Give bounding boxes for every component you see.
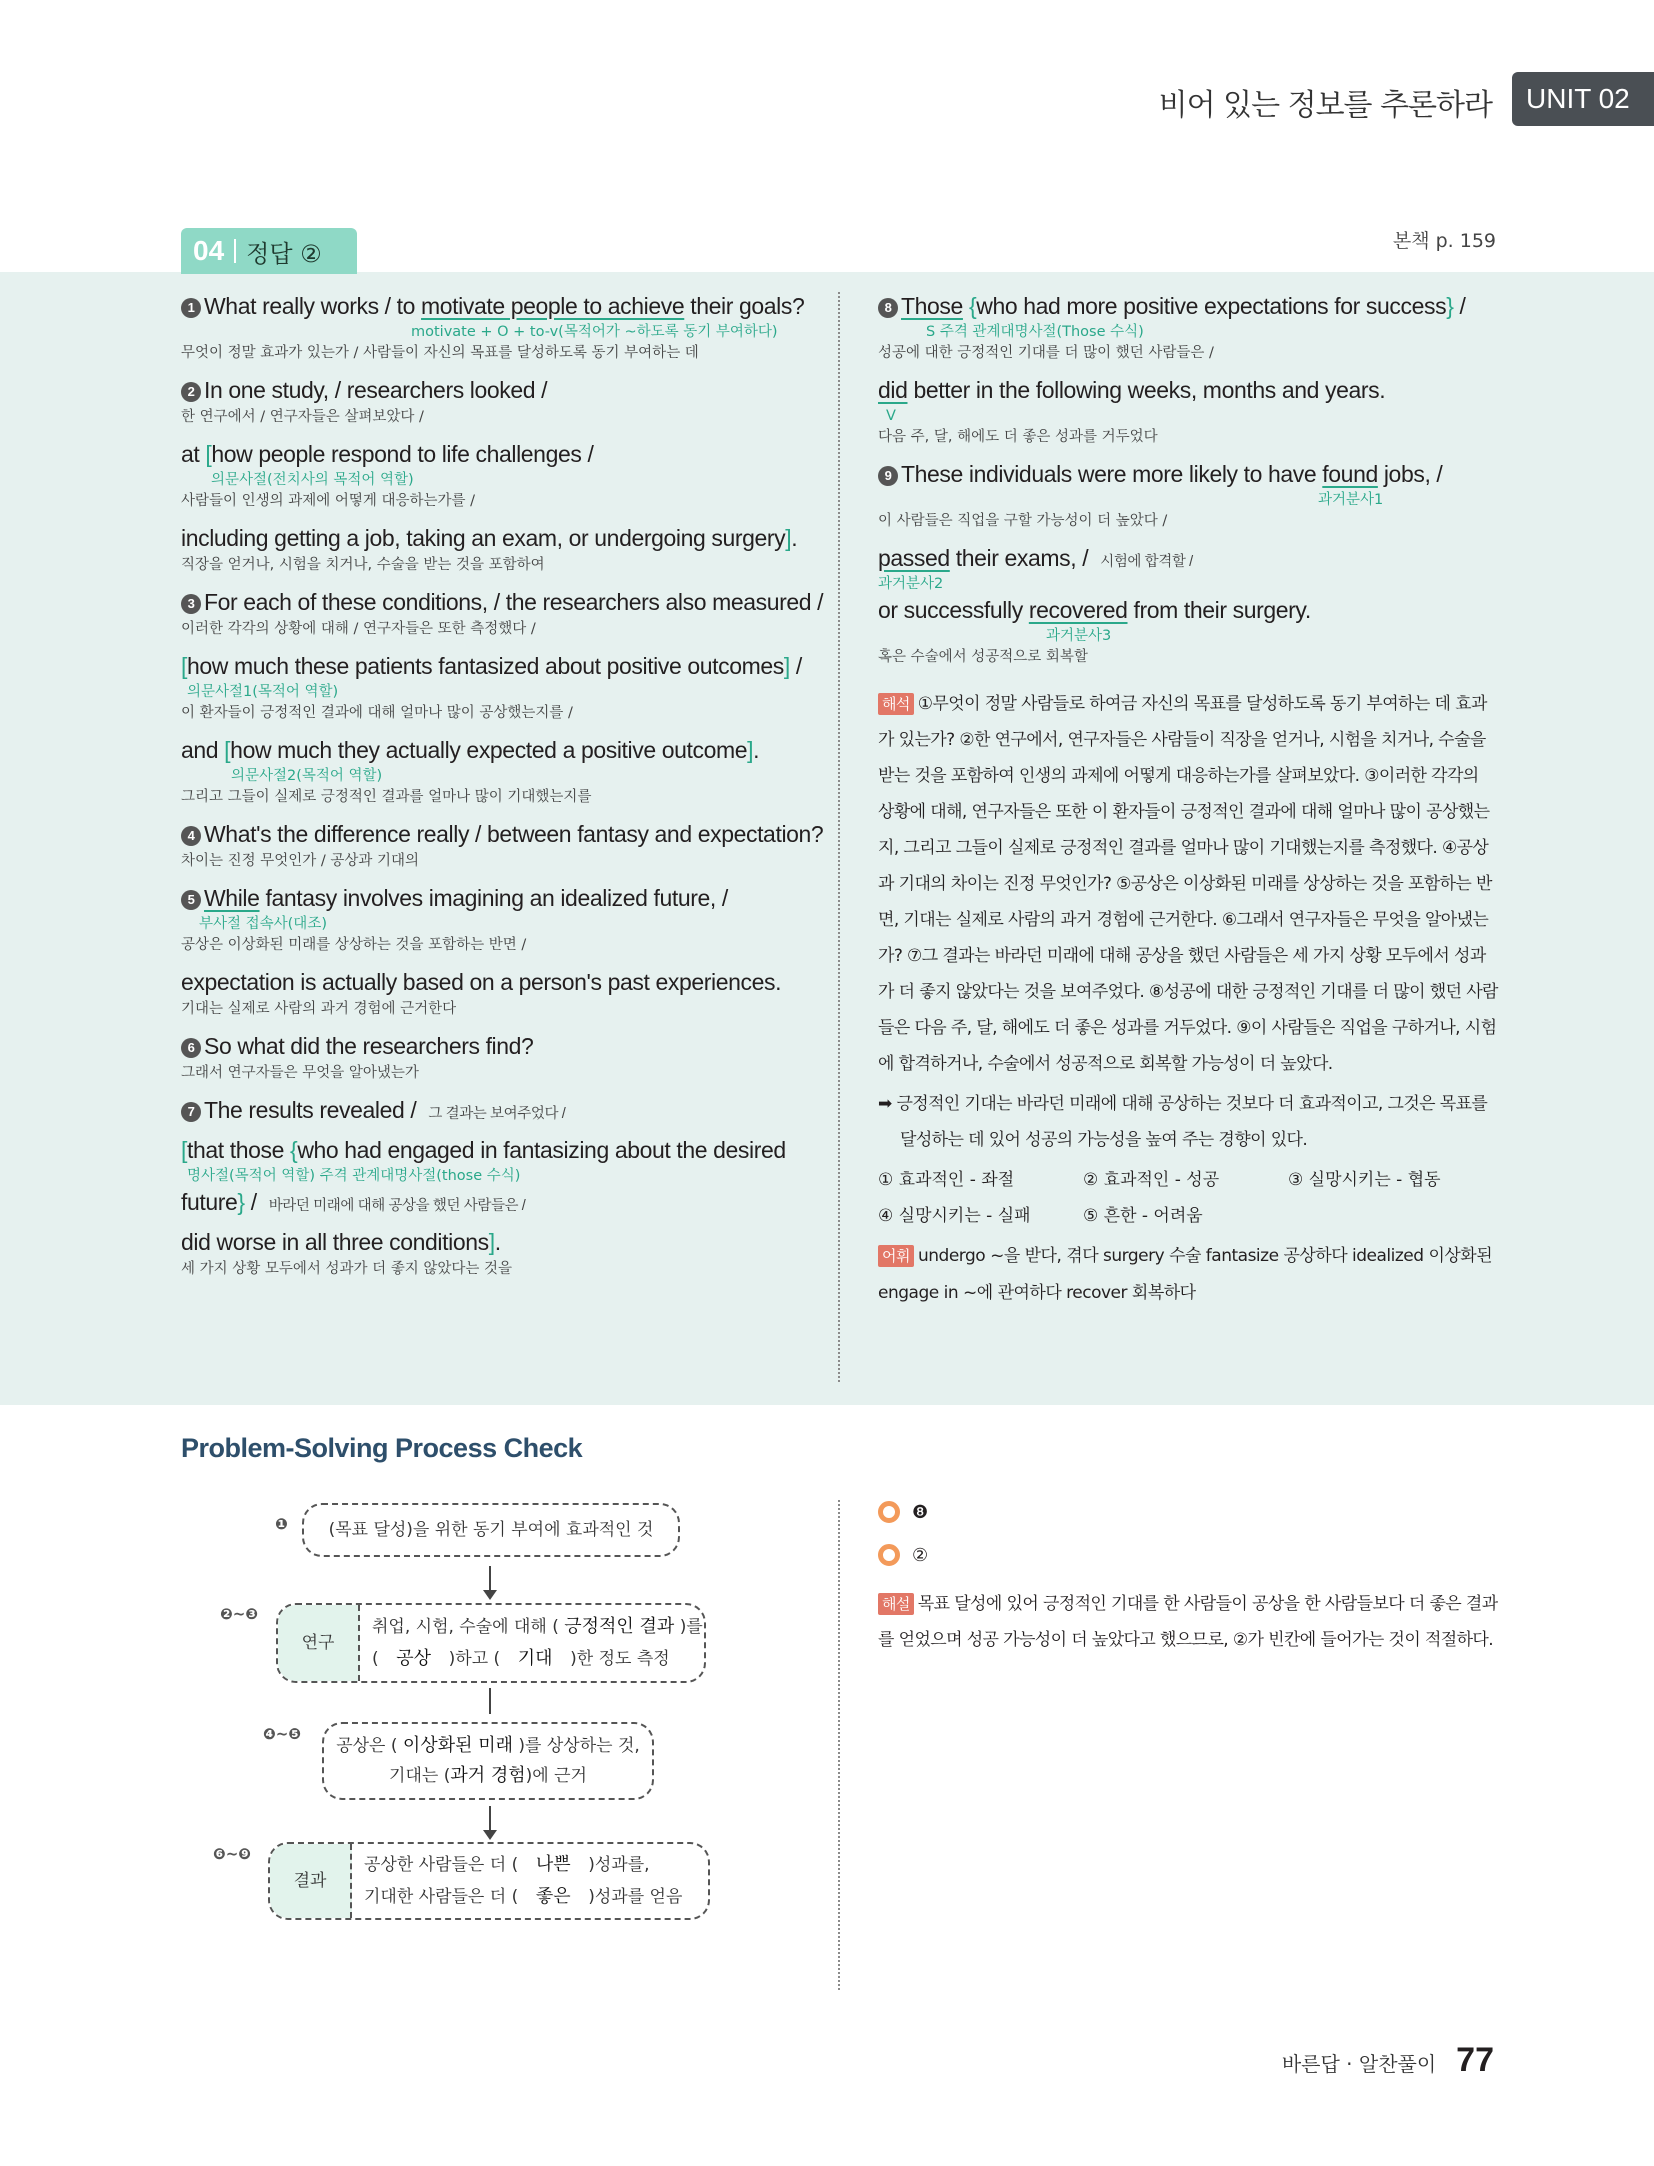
korean-gloss: 혹은 수술에서 성공적으로 회복할 <box>878 649 1088 665</box>
bracket: [ <box>181 1137 187 1163</box>
bracket: ] <box>785 525 792 551</box>
psc-explanation-tag: 해설 <box>878 1593 914 1615</box>
arrow-3 <box>489 1806 491 1834</box>
korean-gloss: 한 연구에서 / 연구자들은 살펴보았다 / <box>181 409 424 425</box>
step1-box <box>302 1503 680 1557</box>
step2-line2-b: )하고 ( <box>448 1649 501 1669</box>
grammar-note: 부사절 접속사(대조) <box>199 916 327 932</box>
right-sentence-0: 8 Those {who had more positive expectations for success} / <box>878 290 1498 322</box>
question-number: 04 <box>193 235 225 266</box>
orange-circle-icon <box>878 1544 900 1566</box>
inline-translation: 바라던 미래에 대해 공상을 했던 사람들은 / <box>268 1198 526 1214</box>
step3-fill-2: 과거 경험 <box>450 1765 526 1786</box>
answer-choices <box>878 1162 1498 1234</box>
sentence-number-icon: 7 <box>181 1102 201 1122</box>
sentence-number-icon: 6 <box>181 1038 201 1058</box>
grammar-note: 의문사절2(목적어 역할) <box>231 768 383 784</box>
sentence-number-icon: 2 <box>181 382 201 402</box>
step4-line1-post: )성과를, <box>588 1855 650 1875</box>
step4-line2-post: )성과를 얻음 <box>588 1887 683 1907</box>
underlined-word: passed <box>878 545 950 571</box>
footer <box>1282 2041 1494 2080</box>
left-sentence-13: future} / 바라던 미래에 대해 공상을 했던 사람들은 / <box>181 1189 526 1215</box>
left-sentence-8: 5 While fantasy involves imagining an idealized future, / <box>181 882 811 914</box>
page-reference: 본책 p. 159 <box>1392 230 1496 252</box>
vocab-tag: 어휘 <box>878 1245 914 1267</box>
underlined-word: Those <box>901 293 963 319</box>
sentence-number-icon: 9 <box>878 466 898 486</box>
inline-translation: 시험에 합격할 / <box>1100 554 1193 570</box>
left-sentence-4: 3 For each of these conditions, / the researchers also measured / <box>181 586 811 618</box>
choice-3: ③ 실망시키는 - 협동 <box>1288 1170 1441 1190</box>
orange-circle-icon <box>878 1501 900 1523</box>
korean-gloss: 다음 주, 달, 해에도 더 좋은 성과를 거두었다 <box>878 429 1158 445</box>
underlined-word: While <box>204 885 260 911</box>
underlined-word: recovered <box>1028 597 1128 623</box>
left-sentence-1: 2 In one study, / researchers looked / <box>181 374 811 406</box>
choice-2: ② 효과적인 - 성공 <box>1083 1170 1220 1190</box>
arrow-1 <box>489 1566 491 1594</box>
answer-label: 정답 ② <box>246 239 322 268</box>
bracket: } <box>1446 293 1454 319</box>
grammar-note: 명사절(목적어 역할) 주격 관계대명사절(those 수식) <box>187 1168 521 1184</box>
psc-answer-1 <box>878 1501 928 1523</box>
step2-label: 연구 <box>278 1605 360 1681</box>
bracket: ] <box>747 737 754 763</box>
page-number: 77 <box>1456 2041 1494 2079</box>
bracket: [ <box>205 441 212 467</box>
psc-answer-2 <box>878 1544 928 1566</box>
right-sentence-1: did better in the following weeks, months and years. <box>878 377 1386 403</box>
korean-gloss: 차이는 진정 무엇인가 / 공상과 기대의 <box>181 853 420 869</box>
bracket: { <box>290 1137 298 1163</box>
bracket: } <box>237 1189 245 1215</box>
step4-line2-pre: 기대한 사람들은 더 ( <box>364 1887 519 1907</box>
step3-box <box>322 1722 654 1800</box>
step2-text <box>360 1611 703 1675</box>
right-sentence-2: 9 These individuals were more likely to have found jobs, / <box>878 458 1498 490</box>
bracket: ] <box>783 653 790 679</box>
step3-line1-pre: 공상은 ( <box>336 1736 398 1756</box>
left-sentence-6: and [how much they actually expected a positive outcome]. <box>181 737 760 763</box>
left-sentence-14: did worse in all three conditions]. <box>181 1229 501 1255</box>
spacer <box>181 1218 811 1226</box>
step2-fill-3: 기대 <box>517 1648 553 1669</box>
bracket: [ <box>224 737 231 763</box>
grammar-note: 의문사절1(목적어 역할) <box>187 684 339 700</box>
translation-text: ①무엇이 정말 사람들로 하여금 자신의 목표를 달성하도록 동기 부여하는 데 효과가 있는가? ②한 연구에서, 연구자들은 사람들이 직장을 얻거나, 시험을 치거나, 수술을 받는 것을 포함하여 인생의 과제에 어떻게 대응하는가를 살펴보았다. ③이러한 각각의 상황에 대해, 연구자들은 또한 이 환자들이 긍정적인 결과에 대해 얼마나 많이 공상했는지, 그리고 그들이 실제로 긍정적인 결과를 얼마나 많이 기대했는지를 측정했다. ④공상과 기대의 차이는 진정 무엇인가? ⑤공상은 이상화된 미래를 상상하는 것을 포함하는 반면, 기대는 실제로 사람의 과거 경험에 근거한다. ⑥그래서 연구자들은 무엇을 알아냈는가? ⑦그 결과는 바라던 미래에 대해 공상을 했던 사람들은 세 가지 상황 모두에서 성과가 더 좋지 않았다는 것을 보여주었다. ⑧성공에 대한 긍정적인 기대를 더 많이 했던 사람들은 다음 주, 달, 해에도 더 좋은 성과를 거두었다. ⑨이 사람들은 직업을 구하거나, 시험에 합격하거나, 수술에서 성공적으로 회복할 가능성이 더 높았다. <box>878 694 1498 1074</box>
step3-text <box>336 1731 640 1791</box>
step4-number: ❻~❾ <box>213 1845 251 1863</box>
step3-line2-post: )에 근거 <box>525 1766 587 1786</box>
step1-text: (목표 달성)을 위한 동기 부여에 효과적인 것 <box>328 1520 654 1540</box>
step2-box <box>276 1603 706 1683</box>
choice-5: ⑤ 흔한 - 어려움 <box>1083 1206 1203 1226</box>
korean-gloss: 무엇이 정말 효과가 있는가 / 사람들이 자신의 목표를 달성하도록 동기 부여하는 데 <box>181 345 699 361</box>
bracket: [ <box>181 653 187 679</box>
left-sentence-10: 6 So what did the researchers find? <box>181 1030 811 1062</box>
column-divider <box>838 292 840 1382</box>
grammar-note: 과거분사1 <box>1318 492 1384 508</box>
sentence-number-icon: 1 <box>181 298 201 318</box>
left-sentence-3: including getting a job, taking an exam, or undergoing surgery]. <box>181 525 798 551</box>
right-sentence-3: passed their exams, / 시험에 합격할 / <box>878 545 1193 571</box>
summary-sentence: ➡ 긍정적인 기대는 바라던 미래에 대해 공상하는 것보다 더 효과적이고, 그것은 목표를 달성하는 데 있어 성공의 가능성을 높여 주는 경향이 있다. <box>878 1094 1488 1150</box>
grammar-note: 과거분사2 <box>878 576 944 592</box>
sentence-number-icon: 5 <box>181 890 201 910</box>
inline-translation: 그 결과는 보여주었다 / <box>428 1106 566 1122</box>
step4-box <box>268 1842 710 1920</box>
korean-gloss: 그래서 연구자들은 무엇을 알아냈는가 <box>181 1065 419 1081</box>
step4-fill-1: 나쁜 <box>535 1854 571 1875</box>
korean-gloss: 성공에 대한 긍정적인 기대를 더 많이 했던 사람들은 / <box>878 345 1214 361</box>
bracket: { <box>968 293 977 319</box>
grammar-note: 의문사절(전치사의 목적어 역할) <box>211 472 414 488</box>
psc-explanation <box>878 1586 1498 1658</box>
left-column <box>181 290 824 1290</box>
step3-number: ❹~❺ <box>263 1725 301 1743</box>
left-sentence-7: 4 What's the difference really / between fantasy and expectation? <box>181 818 811 850</box>
step2-line2-a: ( <box>372 1649 379 1669</box>
sentence-number-icon: 8 <box>878 298 898 318</box>
vocab-text: undergo ~을 받다, 겪다 surgery 수술 fantasize 공상하다 idealized 이상화된 engage in ~에 관여하다 recover 회복하다 <box>878 1246 1493 1303</box>
step2-fill-2: 공상 <box>396 1648 432 1669</box>
header-title: 비어 있는 정보를 추론하라 <box>1158 88 1492 123</box>
psc-answer-2-value: ② <box>912 1544 929 1566</box>
spacer <box>181 1126 811 1134</box>
translation <box>878 686 1498 1082</box>
left-sentence-12: [that those {who had engaged in fantasizing about the desired <box>181 1137 786 1163</box>
choice-4: ④ 실망시키는 - 실패 <box>878 1206 1031 1226</box>
korean-gloss: 공상은 이상화된 미래를 상상하는 것을 포함하는 반면 / <box>181 937 527 953</box>
korean-gloss: 이러한 각각의 상황에 대해 / 연구자들은 또한 측정했다 / <box>181 621 536 637</box>
step2-line1-pre: 취업, 시험, 수술에 대해 ( <box>372 1617 559 1637</box>
step2-fill-1: 긍정적인 결과 <box>564 1616 675 1637</box>
column-divider-2 <box>838 1500 840 1990</box>
left-sentence-2: at [how people respond to life challenges / <box>181 441 594 467</box>
step2-line2-c: )한 정도 측정 <box>570 1649 670 1669</box>
translation-tag: 해석 <box>878 693 914 715</box>
question-number-box <box>181 228 357 274</box>
right-sentence-4: or successfully recovered from their surgery. <box>878 597 1311 623</box>
korean-gloss: 이 사람들은 직업을 구할 가능성이 더 높았다 / <box>878 513 1168 529</box>
korean-gloss: 사람들이 인생의 과제에 어떻게 대응하는가를 / <box>181 493 476 509</box>
step3-line1-post: )를 상상하는 것, <box>518 1736 640 1756</box>
sentence-number-icon: 3 <box>181 594 201 614</box>
korean-gloss: 세 가지 상황 모두에서 성과가 더 좋지 않았다는 것을 <box>181 1261 513 1277</box>
korean-gloss: 그리고 그들이 실제로 긍정적인 결과를 얼마나 많이 기대했는지를 <box>181 789 592 805</box>
step1-number: ❶ <box>275 1515 288 1533</box>
left-sentence-0: 1 What really works / to motivate people to achieve their goals? <box>181 290 811 322</box>
underlined-word: motivate people to achieve <box>421 293 685 319</box>
korean-gloss: 직장을 얻거나, 시험을 치거나, 수술을 받는 것을 포함하여 <box>181 557 545 573</box>
connector-2 <box>489 1688 491 1714</box>
psc-title: Problem-Solving Process Check <box>181 1433 583 1463</box>
underlined-word: found <box>1322 461 1378 487</box>
psc-answer-1-value: ❽ <box>912 1501 929 1523</box>
step4-line1-pre: 공상한 사람들은 더 ( <box>364 1855 519 1875</box>
step3-line2-pre: 기대는 ( <box>389 1766 451 1786</box>
grammar-note: motivate + O + to-v(목적어가 ~하도록 동기 부여하다) <box>411 324 778 340</box>
vocabulary <box>878 1238 1498 1312</box>
psc-explanation-text: 목표 달성에 있어 긍정적인 기대를 한 사람들이 공상을 한 사람들보다 더 좋은 결과를 얻었으며 성공 가능성이 더 높았다고 했으므로, ②가 빈칸에 들어가는 것이 적절하다. <box>878 1594 1498 1650</box>
grammar-note: V <box>886 408 896 424</box>
sentence-number-icon: 4 <box>181 826 201 846</box>
step2-line1-post: )를 <box>679 1617 703 1637</box>
step4-text <box>352 1849 682 1913</box>
step4-fill-2: 좋은 <box>535 1886 571 1907</box>
step2-number: ❷~❸ <box>220 1605 258 1623</box>
grammar-note: S 주격 관계대명사절(Those 수식) <box>926 324 1144 340</box>
korean-gloss: 기대는 실제로 사람의 과거 경험에 근거한다 <box>181 1001 457 1017</box>
korean-gloss: 이 환자들이 긍정적인 결과에 대해 얼마나 많이 공상했는지를 / <box>181 705 573 721</box>
left-sentence-5: [how much these patients fantasized about positive outcomes] / <box>181 653 802 679</box>
underlined-word: did <box>878 377 908 403</box>
unit-tab: UNIT 02 <box>1512 72 1654 126</box>
question-separator <box>234 239 236 263</box>
step3-fill-1: 이상화된 미래 <box>402 1735 513 1756</box>
left-sentence-9: expectation is actually based on a person's past experiences. <box>181 969 782 995</box>
right-column <box>878 290 1498 1312</box>
bracket: ] <box>488 1229 495 1255</box>
step4-label: 결과 <box>270 1844 352 1918</box>
choice-1: ① 효과적인 - 좌절 <box>878 1170 1015 1190</box>
left-sentence-11: 7 The results revealed / 그 결과는 보여주었다 / <box>181 1094 811 1126</box>
grammar-note: 과거분사3 <box>1046 628 1112 644</box>
footer-text: 바른답 · 알찬풀이 <box>1281 2052 1437 2076</box>
